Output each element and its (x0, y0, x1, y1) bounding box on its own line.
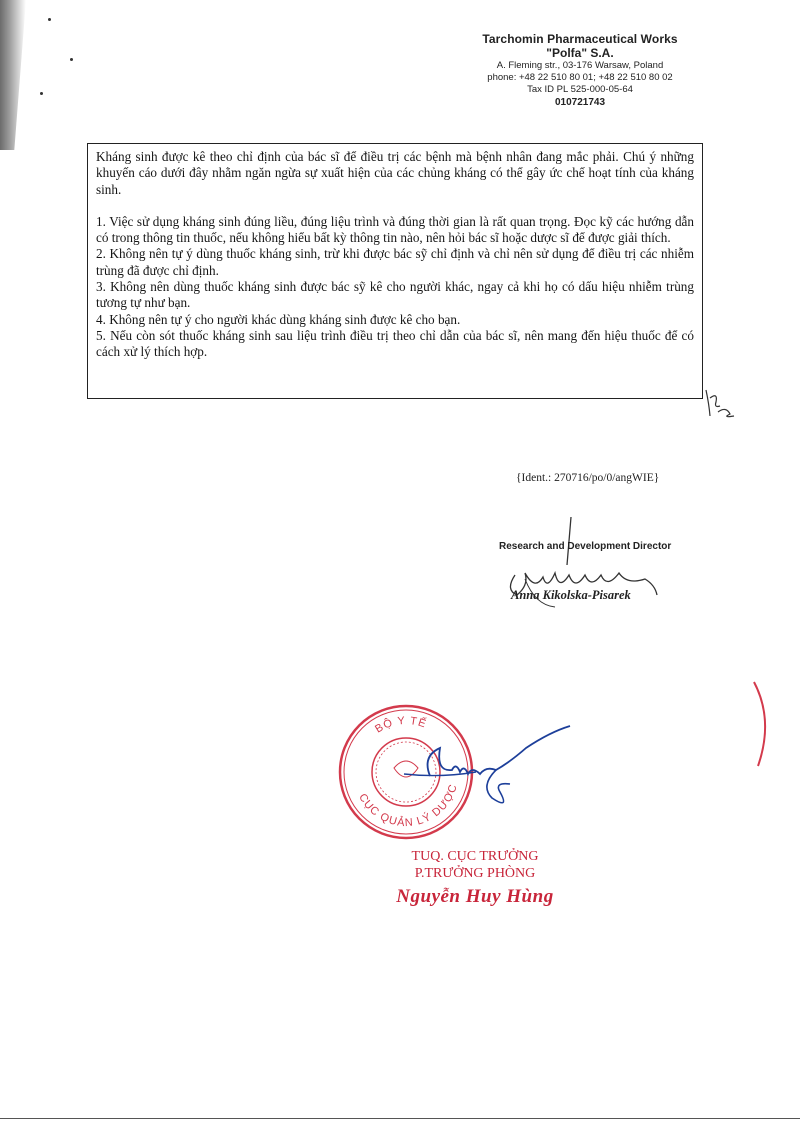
document-ident: {Ident.: 270716/po/0/angWIE} (516, 472, 660, 484)
company-phone: phone: +48 22 510 80 01; +48 22 510 80 02 (487, 72, 673, 83)
stamp-bottom-text: CỤC QUẢN LÝ DƯỢC (356, 782, 460, 830)
company-address: A. Fleming str., 03-176 Warsaw, Poland (496, 60, 664, 71)
approval-line-1: TUQ. CỤC TRƯỞNG (411, 849, 539, 864)
scan-speck (40, 92, 43, 95)
approval-block (380, 848, 570, 908)
notice-item-3: 3. Không nên dùng thuốc kháng sinh được bác sỹ kê cho người khác, ngay cả khi họ có dấu hiệu nhiễm trùng tương tự như bạn. (96, 279, 694, 311)
handwritten-initials (700, 386, 740, 426)
approval-line-2: P.TRƯỞNG PHÒNG (414, 866, 536, 881)
document-code: 010721743 (554, 97, 606, 108)
signatory-name: Anna Kikolska-Pisarek (511, 588, 631, 602)
notice-intro: Kháng sinh được kê theo chỉ định của bác sĩ để điều trị các bệnh mà bệnh nhân đang mắc phải. Chú ý những khuyến cáo dưới đây nhằm ngăn ngừa sự xuất hiện của các chủng kháng có thể gây ức chế hoạt tính của kháng sinh. (96, 149, 694, 197)
signatory-title: Research and Development Director (499, 541, 672, 552)
company-name: Tarchomin Pharmaceutical Works (482, 32, 678, 46)
notice-item-1: 1. Việc sử dụng kháng sinh đúng liều, đúng liệu trình và đúng thời gian là rất quan trọng. Đọc kỹ các hướng dẫn có trong thông tin thuốc, nếu không hiểu bất kỳ thông tin nào, nên hỏi bác sĩ hoặc dược sĩ để được giải thích. (96, 213, 694, 246)
scan-speck (48, 18, 51, 21)
official-signature (400, 722, 580, 812)
company-legal-name: "Polfa" S.A. (546, 46, 614, 60)
company-tax-id: Tax ID PL 525-000-05-64 (527, 84, 633, 95)
stamp-top-text: BỘ Y TẾ (373, 714, 429, 736)
antibiotic-notice-box (87, 143, 703, 399)
company-header (470, 32, 690, 108)
notice-item-4: 4. Không nên tự ý cho người khác dùng kháng sinh được kê cho bạn. (96, 311, 461, 327)
scan-speck (70, 58, 73, 61)
red-margin-mark (740, 680, 780, 770)
notice-item-2: 2. Không nên tự ý dùng thuốc kháng sinh, trừ khi được bác sỹ chỉ định và chỉ nên sử dụng để điều trị các nhiễm trùng đã được chỉ định. (96, 246, 694, 278)
page-bottom-rule (0, 1118, 800, 1119)
scan-shadow-edge (0, 0, 26, 150)
notice-item-5: 5. Nếu còn sót thuốc kháng sinh sau liệu trình điều trị theo chỉ dẫn của bác sĩ, nên mang đến hiệu thuốc để có cách xử lý thích hợp. (96, 327, 694, 360)
approval-signer-name: Nguyễn Huy Hùng (396, 886, 554, 907)
